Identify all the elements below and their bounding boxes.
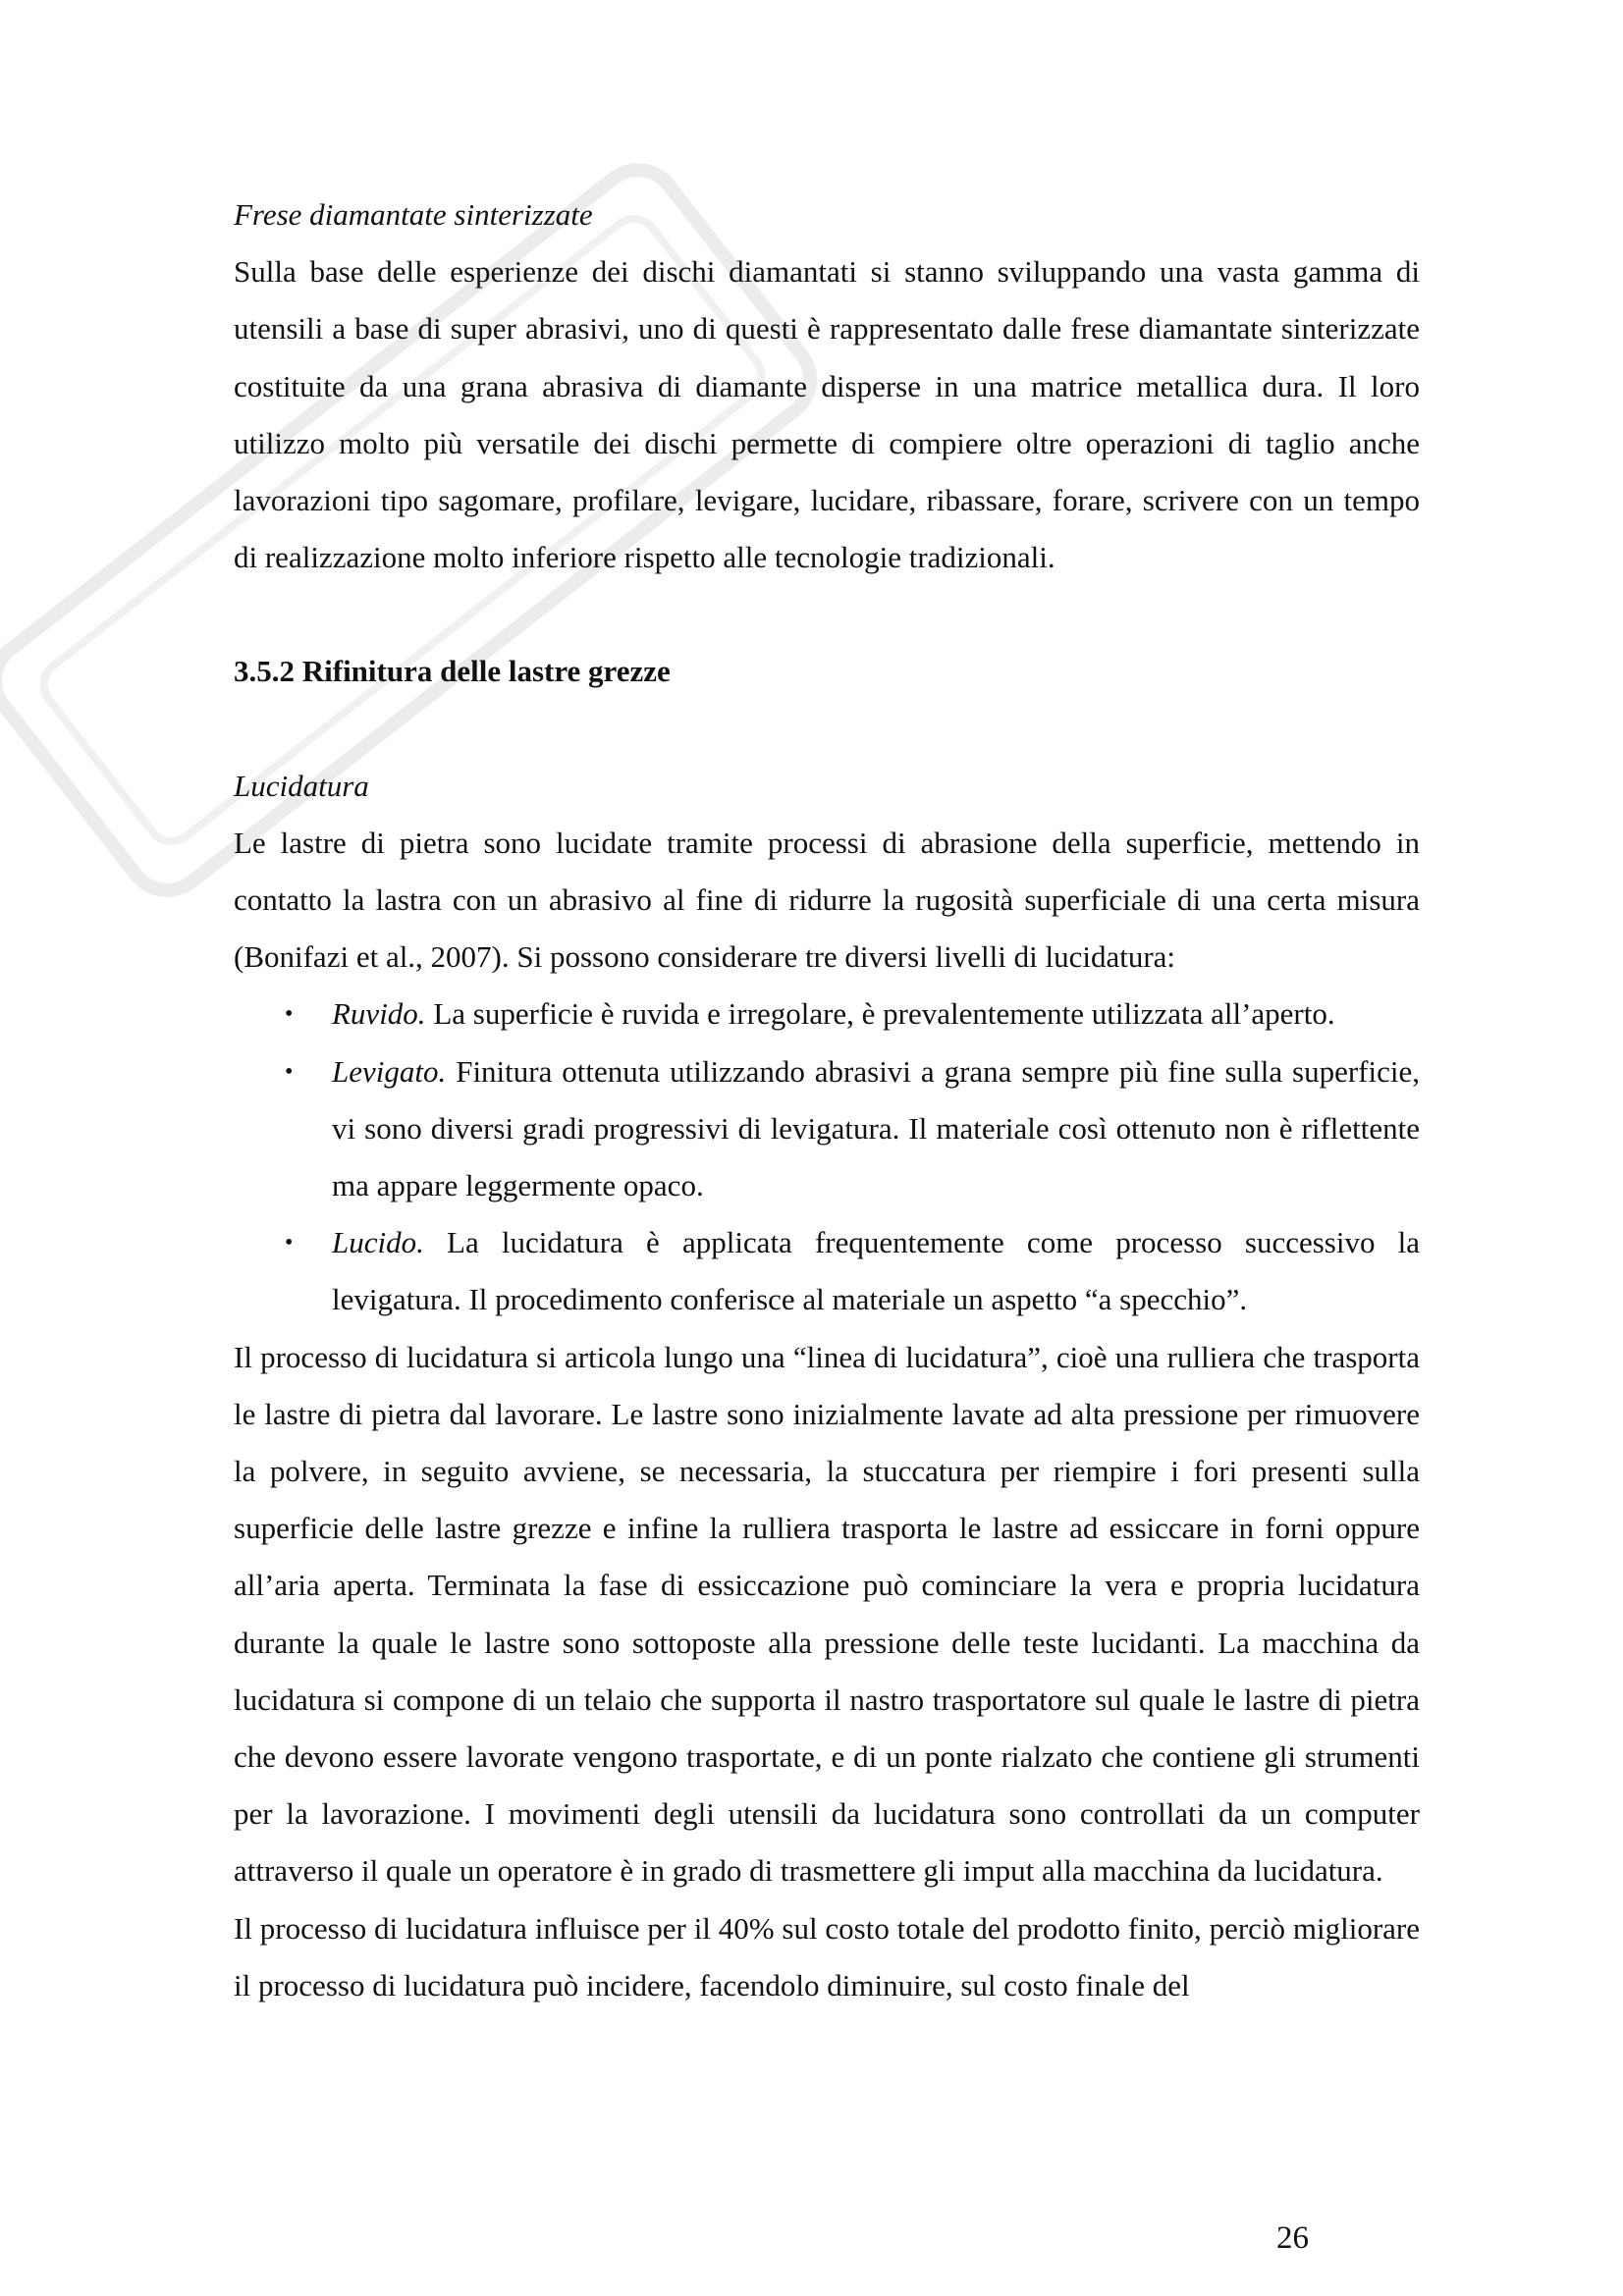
finish-levels-list: [234, 986, 1420, 1328]
document-body: [234, 187, 1420, 2014]
list-item-ruvido: [234, 986, 1420, 1042]
list-item-lucido: [234, 1214, 1420, 1328]
paragraph-processo: Il processo di lucidatura si articola lungo una “linea di lucidatura”, cioè una rulliera che trasporta le lastre di pietra dal lavorare. Le lastre sono inizialmente lavate ad alta pressione per rimuovere la polvere, in seguito avviene, se necessaria, la stuccatura per riempire i fori presenti sulla superficie delle lastre grezze e infine la rulliera trasporta le lastre ad essiccare in forni oppure all’aria aperta. Terminata la fase di essiccazione può cominciare la vera e propria lucidatura durante la quale le lastre sono sottoposte alla pressione delle teste lucidanti. La macchina da lucidatura si compone di un telaio che supporta il nastro trasportatore sul quale le lastre di pietra che devono essere lavorate vengono trasportate, e di un ponte rialzato che contiene gli strumenti per la lavorazione. I movimenti degli utensili da lucidatura sono controllati da un computer attraverso il quale un operatore è in grado di trasmettere gli imput alla macchina da lucidatura.: [234, 1339, 1420, 1889]
paragraph-frese: Sulla base delle esperienze dei dischi diamantati si stanno sviluppando una vasta gamma di utensili a base di super abrasivi, uno di questi è rappresentato dalle frese diamantate sinterizzate costituite da una grana abrasiva di diamante disperse in una matrice metallica dura. Il loro utilizzo molto più versatile dei dischi permette di compiere oltre operazioni di taglio anche lavorazioni tipo sagomare, profilare, levigare, lucidare, ribassare, forare, scrivere con un tempo di realizzazione molto inferiore rispetto alle tecnologie tradizionali.: [234, 254, 1420, 575]
spacer: [234, 701, 1420, 758]
section-title: 3.5.2 Rifinitura delle lastre grezze: [234, 654, 671, 689]
text-levigato: Finitura ottenuta utilizzando abrasivi a grana sempre più fine sulla superficie, vi sono diversi gradi progressivi di levigatura. Il materiale così ottenuto non è riflettente ma appare leggermente opaco.: [332, 1053, 1420, 1203]
list-item-levigato: [234, 1043, 1420, 1215]
bullet-icon: •: [285, 1001, 294, 1028]
spacer: [234, 586, 1420, 643]
bullet-icon: •: [285, 1230, 294, 1256]
subheading-frese: Frese diamantate sinterizzate: [234, 197, 593, 232]
paragraph-lucidatura-intro: Le lastre di pietra sono lucidate tramite processi di abrasione della superficie, mettendo in contatto la lastra con un abrasivo al fine di ridurre la rugosità superficiale di una certa misura (Bonifazi et al., 2007). Si possono considerare tre diversi livelli di lucidatura:: [234, 825, 1420, 975]
bullet-icon: •: [285, 1058, 294, 1085]
text-ruvido: La superficie è ruvida e irregolare, è prevalentemente utilizzata all’aperto.: [425, 996, 1335, 1032]
term-levigato: Levigato.: [332, 1053, 447, 1089]
page-number: 26: [1276, 2220, 1309, 2256]
subheading-lucidatura: Lucidatura: [234, 768, 369, 803]
text-lucido: La lucidatura è applicata frequentemente come processo successivo la levigatura. Il procedimento conferisce al materiale un aspetto “a specchio”.: [332, 1225, 1420, 1317]
paragraph-costo: Il processo di lucidatura influisce per il 40% sul costo totale del prodotto finito, perciò migliorare il processo di lucidatura può incidere, facendolo diminuire, sul costo finale del: [234, 1910, 1420, 2002]
term-lucido: Lucido.: [332, 1225, 424, 1260]
term-ruvido: Ruvido.: [332, 996, 426, 1032]
